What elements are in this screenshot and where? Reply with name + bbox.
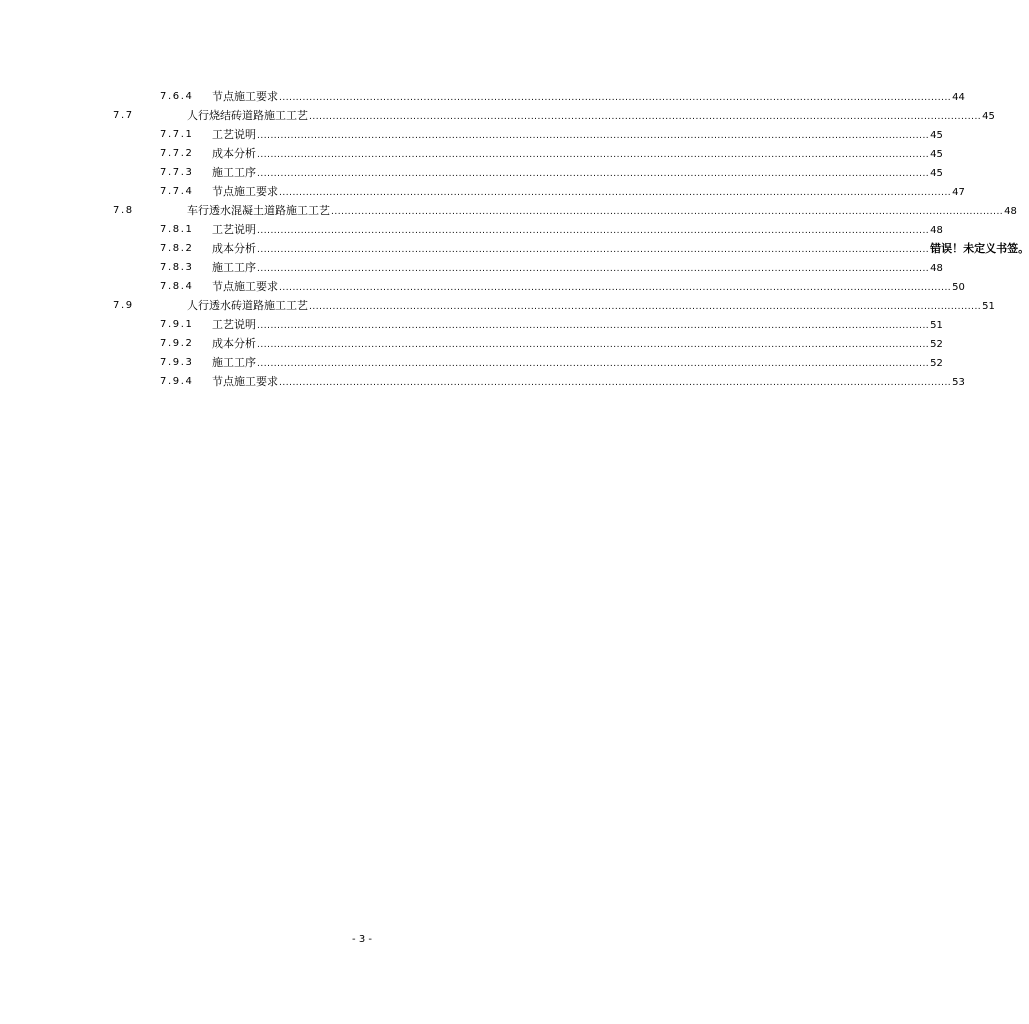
toc-entry-page: 52 bbox=[930, 358, 943, 369]
toc-entry[interactable] bbox=[0, 144, 943, 163]
toc-entry[interactable] bbox=[0, 87, 965, 106]
toc-leader-dots: ........................................................................................................................................................................................................ bbox=[331, 207, 1004, 217]
toc-entry-number: 7.7 bbox=[113, 110, 134, 121]
toc-leader-dots: ........................................................................................................................................................................................................ bbox=[309, 112, 982, 122]
toc-leader-dots: ........................................................................................................................................................................................................ bbox=[257, 131, 930, 141]
toc-entry-line bbox=[212, 144, 943, 165]
toc-entry-page: 45 bbox=[930, 149, 943, 160]
toc-entry-title: 工艺说明 bbox=[212, 223, 256, 236]
toc-leader-dots: ........................................................................................................................................................................................................ bbox=[279, 378, 952, 388]
toc-entry-page: 45 bbox=[930, 168, 943, 179]
toc-entry-number: 7.9.3 bbox=[160, 357, 194, 368]
toc-entry-page: 50 bbox=[952, 282, 965, 293]
toc-entry-line bbox=[212, 220, 943, 241]
toc-entry-title: 人行透水砖道路施工工艺 bbox=[187, 299, 308, 312]
toc-entry-title: 施工工序 bbox=[212, 166, 256, 179]
toc-entry-line bbox=[212, 239, 1029, 260]
toc-entry-number: 7.6.4 bbox=[160, 91, 194, 102]
toc-entry-title: 工艺说明 bbox=[212, 318, 256, 331]
toc-leader-dots: ........................................................................................................................................................................................................ bbox=[279, 93, 952, 103]
toc-entry[interactable] bbox=[0, 182, 965, 201]
toc-entry-page: 45 bbox=[982, 111, 995, 122]
toc-entry-line bbox=[187, 106, 995, 127]
toc-leader-dots: ........................................................................................................................................................................................................ bbox=[309, 302, 982, 312]
toc-entry[interactable] bbox=[0, 334, 943, 353]
toc-entry-page: 53 bbox=[952, 377, 965, 388]
toc-leader-dots: ........................................................................................................................................................................................................ bbox=[279, 283, 952, 293]
toc-entry-title: 成本分析 bbox=[212, 337, 256, 350]
page-number-footer: - 3 - bbox=[352, 934, 372, 945]
toc-entry-number: 7.8 bbox=[113, 205, 134, 216]
toc-entry-number: 7.9.1 bbox=[160, 319, 194, 330]
toc-entry-line bbox=[212, 87, 965, 108]
toc-entry-page: 45 bbox=[930, 130, 943, 141]
toc-entry[interactable] bbox=[0, 353, 943, 372]
toc-entry-title: 节点施工要求 bbox=[212, 375, 278, 388]
toc-entry-number: 7.8.2 bbox=[160, 243, 194, 254]
toc-entry[interactable] bbox=[0, 315, 943, 334]
toc-entry-number: 7.7.4 bbox=[160, 186, 194, 197]
toc-entry-title: 车行透水混凝土道路施工工艺 bbox=[187, 204, 330, 217]
toc-entry-title: 成本分析 bbox=[212, 147, 256, 160]
toc-entry[interactable] bbox=[0, 372, 965, 391]
toc-entry[interactable] bbox=[0, 163, 943, 182]
toc-leader-dots: ........................................................................................................................................................................................................ bbox=[257, 226, 930, 236]
toc-leader-dots: ........................................................................................................................................................................................................ bbox=[257, 169, 930, 179]
toc-entry-page: 51 bbox=[982, 301, 995, 312]
toc-entry-line bbox=[212, 277, 965, 298]
toc-entry-line bbox=[212, 182, 965, 203]
toc-entry-page: 48 bbox=[930, 225, 943, 236]
toc-entry[interactable] bbox=[0, 296, 995, 315]
toc-entry[interactable] bbox=[0, 106, 995, 125]
toc-entry[interactable] bbox=[0, 258, 943, 277]
toc-entry-title: 施工工序 bbox=[212, 261, 256, 274]
toc-entry-number: 7.9 bbox=[113, 300, 134, 311]
toc-entry-line bbox=[212, 258, 943, 279]
toc-entry-line bbox=[212, 372, 965, 393]
toc-entry-title: 人行烧结砖道路施工工艺 bbox=[187, 109, 308, 122]
toc-entry[interactable] bbox=[0, 125, 943, 144]
toc-entry-page: 47 bbox=[952, 187, 965, 198]
toc-entry-page: 48 bbox=[930, 263, 943, 274]
toc-entry-page: 51 bbox=[930, 320, 943, 331]
toc-leader-dots: ........................................................................................................................................................................................................ bbox=[257, 321, 930, 331]
toc-entry-title: 施工工序 bbox=[212, 356, 256, 369]
toc-leader-dots: ........................................................................................................................................................................................................ bbox=[257, 245, 930, 255]
toc-entry-page: 44 bbox=[952, 92, 965, 103]
toc-entry[interactable] bbox=[0, 239, 1029, 258]
toc-entry-title: 节点施工要求 bbox=[212, 185, 278, 198]
toc-entry-line bbox=[187, 201, 1017, 222]
toc-entry-title: 工艺说明 bbox=[212, 128, 256, 141]
toc-entry-page-error: 错误！未定义书签。 bbox=[930, 242, 1029, 255]
toc-entry-line bbox=[212, 334, 943, 355]
toc-entry[interactable] bbox=[0, 277, 965, 296]
toc-entry-line bbox=[187, 296, 995, 317]
toc-entry-number: 7.9.2 bbox=[160, 338, 194, 349]
toc-leader-dots: ........................................................................................................................................................................................................ bbox=[257, 340, 930, 350]
toc-entry-line bbox=[212, 163, 943, 184]
toc-entry-page: 52 bbox=[930, 339, 943, 350]
toc-leader-dots: ........................................................................................................................................................................................................ bbox=[257, 150, 930, 160]
toc-leader-dots: ........................................................................................................................................................................................................ bbox=[279, 188, 952, 198]
toc-entry-number: 7.7.3 bbox=[160, 167, 194, 178]
toc-entry-number: 7.7.2 bbox=[160, 148, 194, 159]
toc-entry-number: 7.8.1 bbox=[160, 224, 194, 235]
toc-entry-number: 7.9.4 bbox=[160, 376, 194, 387]
toc-entry-title: 节点施工要求 bbox=[212, 90, 278, 103]
toc-entry-number: 7.8.3 bbox=[160, 262, 194, 273]
toc-entry-title: 成本分析 bbox=[212, 242, 256, 255]
toc-entry[interactable] bbox=[0, 220, 943, 239]
toc-entry[interactable] bbox=[0, 201, 1017, 220]
toc-leader-dots: ........................................................................................................................................................................................................ bbox=[257, 359, 930, 369]
toc-entry-number: 7.8.4 bbox=[160, 281, 194, 292]
toc-entry-line bbox=[212, 353, 943, 374]
toc-entry-number: 7.7.1 bbox=[160, 129, 194, 140]
toc-entry-line bbox=[212, 315, 943, 336]
table-of-contents bbox=[0, 87, 1029, 391]
toc-entry-page: 48 bbox=[1004, 206, 1017, 217]
toc-entry-line bbox=[212, 125, 943, 146]
toc-leader-dots: ........................................................................................................................................................................................................ bbox=[257, 264, 930, 274]
toc-entry-title: 节点施工要求 bbox=[212, 280, 278, 293]
